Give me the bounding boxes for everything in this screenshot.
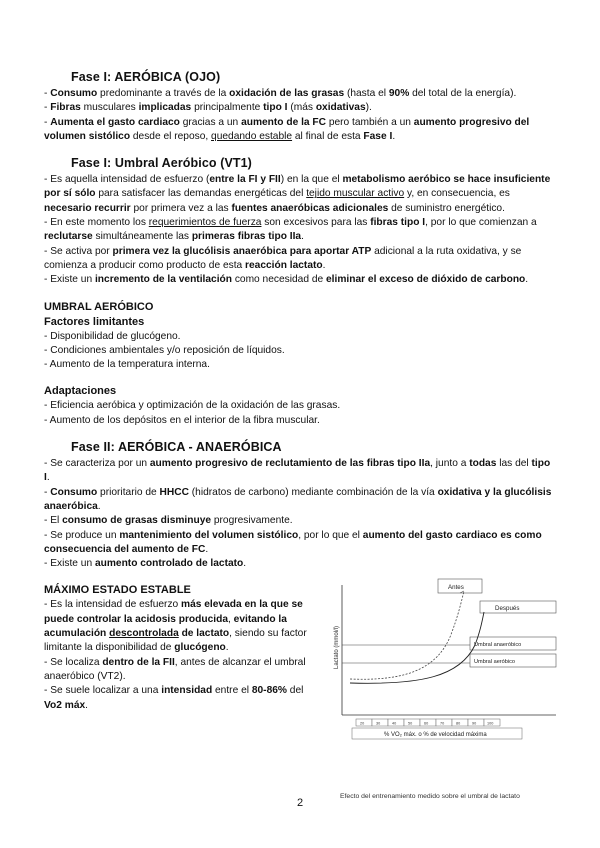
x-tick-label: 70 bbox=[440, 721, 445, 726]
x-tick-label: 30 bbox=[376, 721, 381, 726]
paragraph: - Se produce un mantenimiento del volumen sistólico, por lo que el aumento del gasto cardiaco es como consecuencia del aumento de FC. bbox=[44, 529, 542, 555]
label-umbral-2: Umbral aeróbico bbox=[474, 659, 516, 666]
label-umbral-1: Umbral anaeróbico bbox=[474, 642, 522, 649]
paragraph: - Aumenta el gasto cardiaco gracias a un aumento de la FC pero también a un aumento progresivo del volumen sistólico desde el reposo, quedando estable al final de esta Fase I. bbox=[44, 116, 530, 142]
paragraph: - Existe un incremento de la ventilación como necesidad de eliminar el exceso de dióxido de carbono. bbox=[44, 274, 529, 286]
x-tick-label: 40 bbox=[392, 721, 397, 726]
heading-maximo-estado-estable: MÁXIMO ESTADO ESTABLE bbox=[44, 584, 191, 597]
label-despues: Después bbox=[495, 605, 520, 613]
paragraph: - Se caracteriza por un aumento progresivo de reclutamiento de las fibras tipo IIa, junto a todas las del tipo I. bbox=[44, 458, 551, 484]
paragraph: - Es aquella intensidad de esfuerzo (entre la FI y FII) en la que el metabolismo aeróbico se hace insuficiente por sí sólo para satisfacer las demandas energéticas del tejido muscular activo y, en consecuencia, es necesario recurrir por primera vez a las fuentes anaeróbicas adicionales de suministro energético. bbox=[44, 174, 551, 214]
x-tick-label: 100 bbox=[487, 721, 494, 726]
y-axis-label: Lactato (mmol/l) bbox=[334, 626, 340, 670]
list-item: - Condiciones ambientales y/o reposición de líquidos. bbox=[44, 344, 285, 356]
paragraph: - Se activa por primera vez la glucólisis anaeróbica para aportar ATP adicional a la ruta oxidativa, y se comienza a producir como producto de esta reacción lactato. bbox=[44, 245, 522, 271]
heading-fase1-umbral: Fase I: Umbral Aeróbico (VT1) bbox=[71, 156, 252, 171]
list-item: - Aumento de la temperatura interna. bbox=[44, 359, 210, 371]
paragraph: - Existe un aumento controlado de lactato. bbox=[44, 558, 247, 570]
page-number: 2 bbox=[296, 797, 304, 809]
figure-caption: Efecto del entrenamiento medido sobre el umbral de lactato bbox=[340, 793, 520, 800]
paragraph: - En este momento los requerimientos de fuerza son excesivos para las fibras tipo I, por lo que comienzan a reclutarse simultáneamente las primeras fibras tipo IIa. bbox=[44, 217, 537, 243]
list-item: - Disponibilidad de glucógeno. bbox=[44, 330, 181, 342]
paragraph: - Se suele localizar a una intensidad entre el 80-86% del Vo2 máx. bbox=[44, 685, 304, 711]
curve-despues bbox=[350, 612, 484, 683]
x-axis-label: % VO₂ máx. o % de velocidad máxima bbox=[384, 732, 487, 739]
document-page bbox=[44, 70, 558, 739]
lactate-threshold-figure bbox=[330, 577, 558, 747]
list-item: - Aumento de los depósitos en el interior de la fibra muscular. bbox=[44, 414, 320, 426]
x-tick-label: 20 bbox=[360, 721, 365, 726]
paragraph: - Consumo predominante a través de la oxidación de las grasas (hasta el 90% del total de la energía). bbox=[44, 88, 517, 99]
x-tick-label: 60 bbox=[424, 721, 429, 726]
maximo-section bbox=[44, 583, 558, 739]
x-tick-label: 50 bbox=[408, 721, 413, 726]
heading-fase1: Fase I: AERÓBICA (OJO) bbox=[71, 70, 221, 84]
paragraph: - Consumo prioritario de HHCC (hidratos de carbono) mediante combinación de la vía oxidativa y la glucólisis anaeróbica. bbox=[44, 486, 552, 512]
list-item: - Eficiencia aeróbica y optimización de la oxidación de las grasas. bbox=[44, 400, 341, 412]
x-tick-label: 80 bbox=[456, 721, 461, 726]
x-tick-row bbox=[356, 719, 500, 726]
paragraph: - El consumo de grasas disminuye progresivamente. bbox=[44, 515, 293, 527]
heading-factores-limitantes: Factores limitantes bbox=[44, 315, 145, 328]
heading-fase2: Fase II: AERÓBICA - ANAERÓBICA bbox=[71, 440, 282, 455]
label-antes: Antes bbox=[448, 584, 464, 592]
paragraph: - Se localiza dentro de la FII, antes de alcanzar el umbral anaeróbico (VT2). bbox=[44, 656, 306, 682]
heading-umbral-aerobico: UMBRAL AERÓBICO bbox=[44, 300, 154, 313]
paragraph: - Es la intensidad de esfuerzo más elevada en la que se puede controlar la acidosis producida, evitando la acumulación descontrolada de lactato, siendo su factor limitante la disponibilidad de glucógeno. bbox=[44, 599, 307, 654]
heading-adaptaciones: Adaptaciones bbox=[44, 385, 117, 398]
paragraph: - Fibras musculares implicadas principalmente tipo I (más oxidativas). bbox=[44, 102, 372, 114]
x-tick-label: 90 bbox=[472, 721, 477, 726]
curve-antes bbox=[350, 591, 464, 679]
